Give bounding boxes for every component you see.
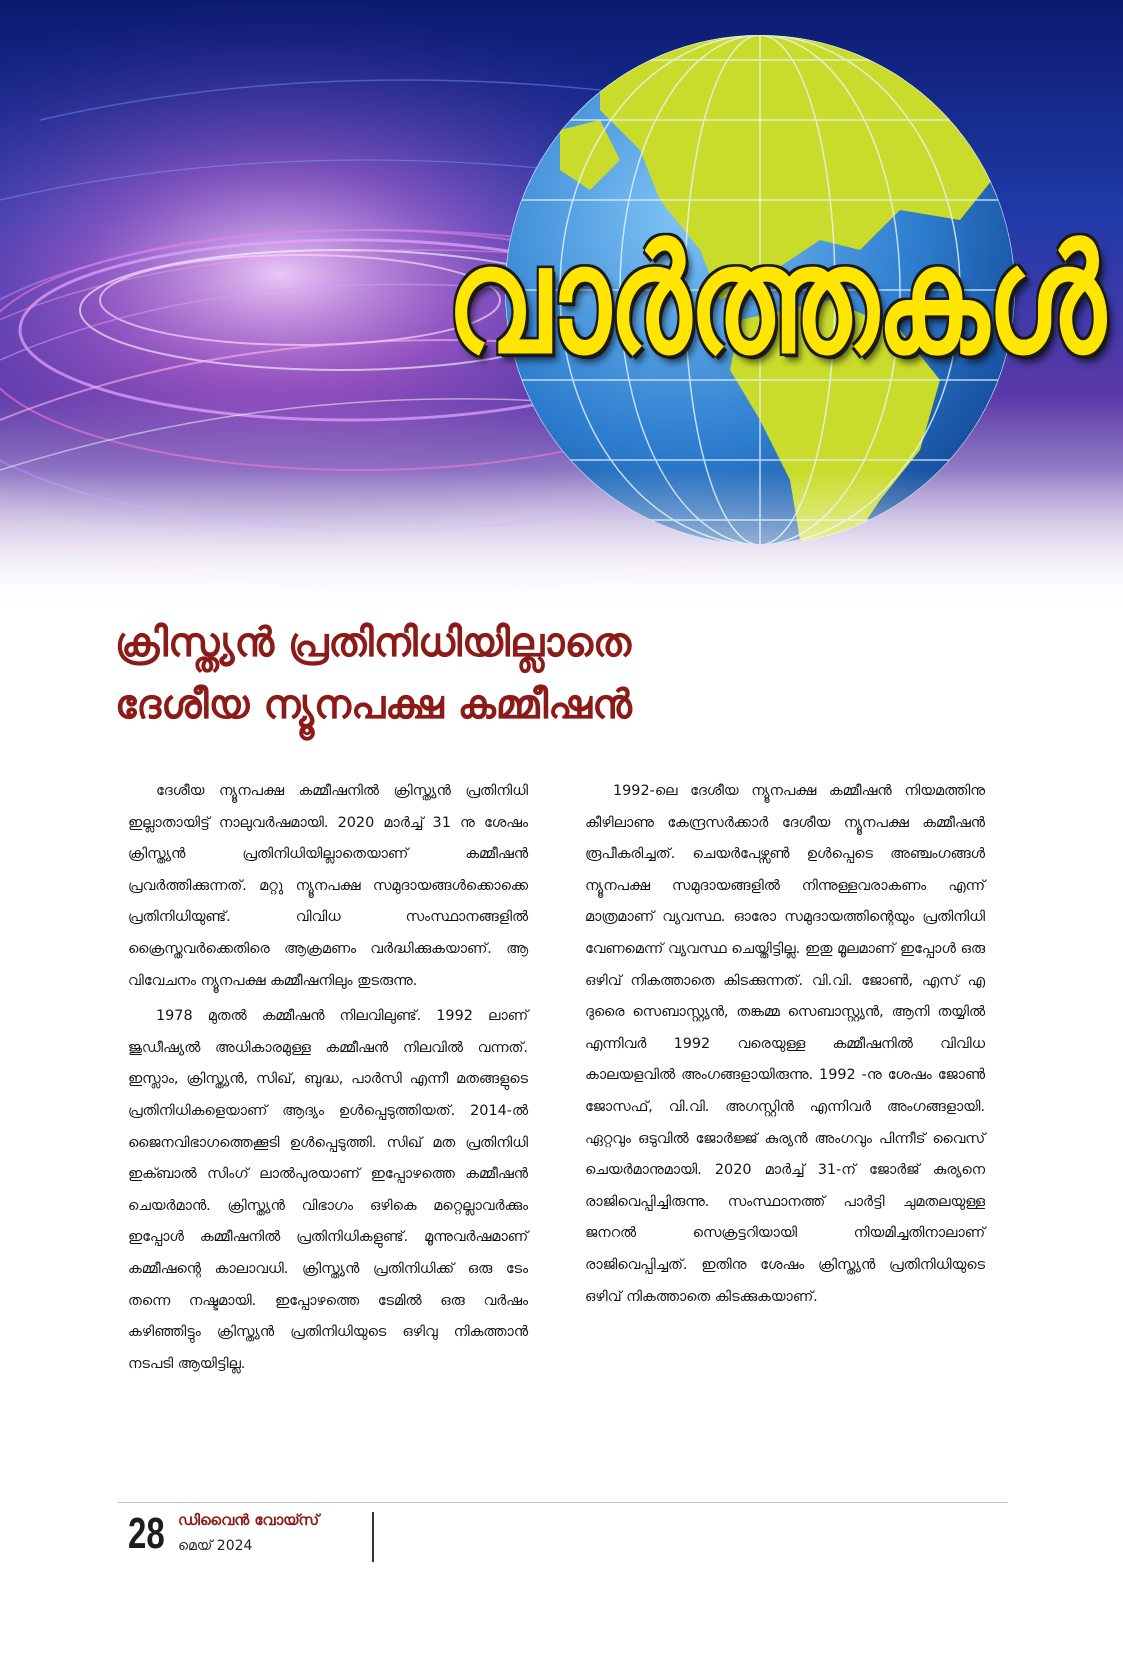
article-column-right xyxy=(585,776,985,1317)
issue-date: മെയ് 2024 xyxy=(178,1538,253,1554)
headline-line-2: ദേശീയ ന്യൂനപക്ഷ കമ്മീഷൻ xyxy=(115,682,632,728)
paragraph: 1978 മുതൽ കമ്മീഷൻ നിലവിലുണ്ട്. 1992 ലാണ് ജുഡീഷ്യൽ അധികാരമുള്ള കമ്മീഷൻ നിലവിൽ വന്നത്. ഇസ്ലാം, ക്രിസ്ത്യൻ, സിഖ്, ബുദ്ധ, പാർസി എന്നീ മതങ്ങളുടെ പ്രതിനിധികളെയാണ് ആദ്യം ഉൾപ്പെടുത്തിയത്. 2014-ൽ ജൈനവിഭാഗത്തെക്കൂടി ഉൾപ്പെടുത്തി. സിഖ് മത പ്രതിനിധി ഇക്ബാൽ സിംഗ് ലാൽപുരയാണ് ഇപ്പോഴത്തെ കമ്മീഷൻ ചെയർമാൻ. ക്രിസ്ത്യൻ വിഭാഗം ഒഴികെ മറ്റെല്ലാവർക്കും ഇപ്പോൾ കമ്മീഷനിൽ പ്രതിനിധികളുണ്ട്. മൂന്നുവർഷമാണ് കമ്മീഷന്റെ കാലാവധി. ക്രിസ്ത്യൻ പ്രതിനിധിക്ക് ഒരു ടേം തന്നെ നഷ്ടമായി. ഇപ്പോഴത്തെ ടേമിൽ ഒരു വർഷം കഴിഞ്ഞിട്ടും ക്രിസ്ത്യൻ പ്രതിനിധിയുടെ ഒഴിവു നികത്താൻ നടപടി ആയിട്ടില്ല. xyxy=(128,1008,528,1372)
article-headline xyxy=(115,612,1015,736)
footer-separator xyxy=(372,1512,374,1562)
paragraph: 1992-ലെ ദേശീയ ന്യൂനപക്ഷ കമ്മീഷൻ നിയമത്തിനു കീഴിലാണു കേന്ദ്രസർക്കാർ ദേശീയ ന്യൂനപക്ഷ കമ്മീഷൻ രൂപീകരിച്ചത്. ചെയർപേഴ്സൺ ഉൾപ്പെടെ അഞ്ചംഗങ്ങൾ ന്യൂനപക്ഷ സമുദായങ്ങളിൽ നിന്നുള്ളവരാകണം എന്ന് മാത്രമാണ് വ്യവസ്ഥ. ഓരോ സമുദായത്തിന്റെയും പ്രതിനിധി വേണമെന്ന് വ്യവസ്ഥ ചെയ്തിട്ടില്ല. ഇതു മൂലമാണ് ഇപ്പോൾ ഒരു ഒഴിവ് നികത്താതെ കിടക്കുന്നത്. വി.വി. ജോൺ, എസ് എ ദുരൈ സെബാസ്റ്റ്യൻ, തങ്കമ്മ സെബാസ്റ്റ്യൻ, ആനി തയ്യിൽ എന്നിവർ 1992 വരെയുള്ള കമ്മീഷനിൽ വിവിധ കാലയളവിൽ അംഗങ്ങളായിരുന്നു. 1992 -നു ശേഷം ജോൺ ജോസഫ്, വി.വി. അഗസ്റ്റിൻ എന്നിവർ അംഗങ്ങളായി. ഏറ്റവും ഒടുവിൽ ജോർജ്ജ് കുര്യൻ അംഗവും പിന്നീട് വൈസ് ചെയർമാനുമായി. 2020 മാർച്ച് 31-ന് ജോർജ് കുര്യനെ രാജിവെപ്പിച്ചിരുന്നു. സംസ്ഥാനത്ത് പാർട്ടി ചുമതലയുള്ള ജനറൽ സെക്രട്ടറിയായി നിയമിച്ചതിനാലാണ് രാജിവെപ്പിച്ചത്. ഇതിനു ശേഷം ക്രിസ്ത്യൻ പ്രതിനിധിയുടെ ഒഴിവ് നികത്താതെ കിടക്കുകയാണ്. xyxy=(585,783,985,1305)
article-column-left xyxy=(128,776,528,1384)
section-masthead: വാർത്തകൾ xyxy=(446,213,1104,387)
headline-line-1: ക്രിസ്ത്യൻ പ്രതിനിധിയില്ലാതെ xyxy=(115,620,632,666)
header-banner xyxy=(0,0,1123,610)
paragraph: ദേശീയ ന്യൂനപക്ഷ കമ്മീഷനിൽ ക്രിസ്ത്യൻ പ്രതിനിധി ഇല്ലാതായിട്ട് നാലുവർഷമായി. 2020 മാർച്ച് 31 നു ശേഷം ക്രിസ്ത്യൻ പ്രതിനിധിയില്ലാതെയാണ് കമ്മീഷൻ പ്രവർത്തിക്കുന്നത്. മറ്റു ന്യൂനപക്ഷ സമുദായങ്ങൾക്കൊക്കെ പ്രതിനിധിയുണ്ട്. വിവിധ സംസ്ഥാനങ്ങളിൽ ക്രൈസ്തവർക്കെതിരെ ആക്രമണം വർദ്ധിക്കുകയാണ്. ആ വിവേചനം ന്യൂനപക്ഷ കമ്മീഷനിലും തുടരുന്നു. xyxy=(128,783,528,989)
page-number: 28 xyxy=(128,1509,165,1558)
publication-name: ഡിവൈൻ വോയ്സ് xyxy=(178,1511,320,1529)
footer-divider xyxy=(118,1502,1008,1503)
